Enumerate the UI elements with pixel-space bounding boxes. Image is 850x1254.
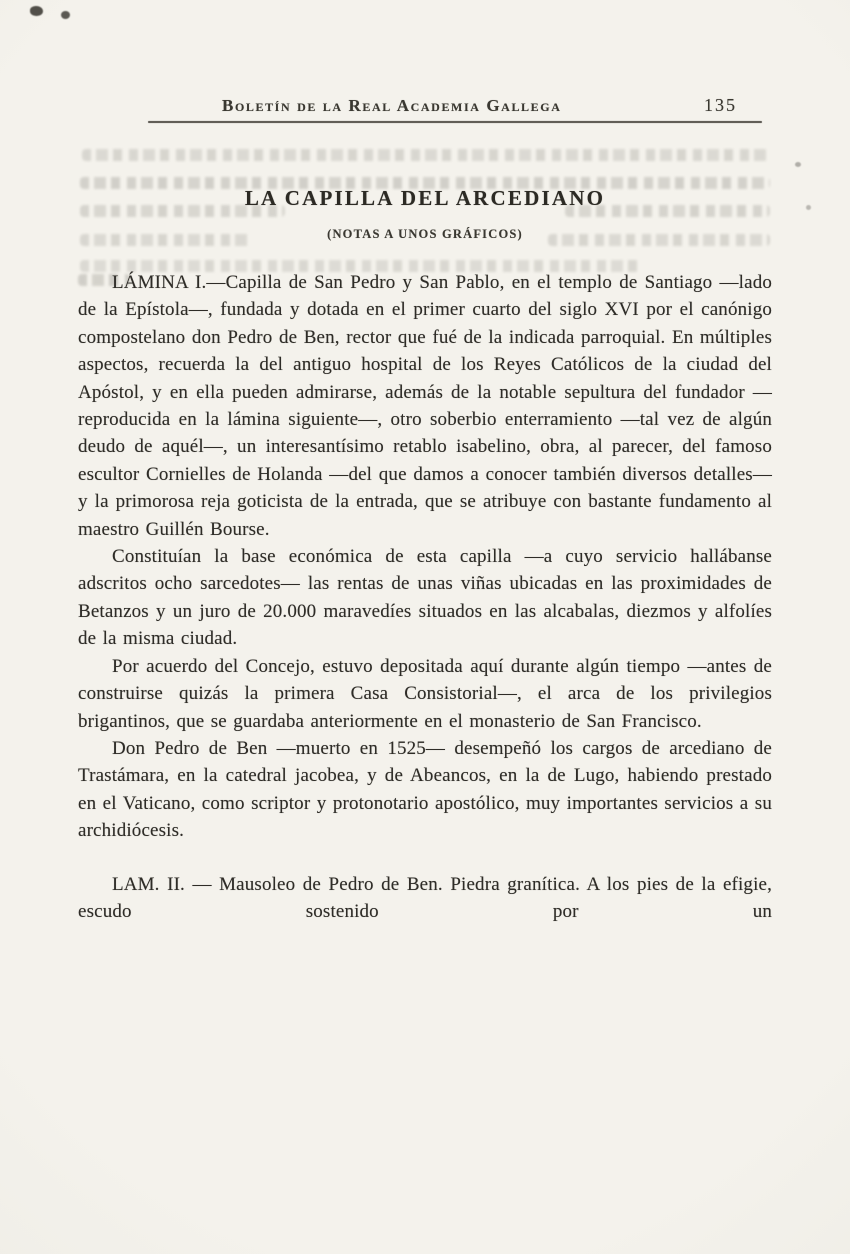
article-title: LA CAPILLA DEL ARCEDIANO <box>244 186 606 210</box>
scan-speck <box>30 6 43 16</box>
bleedthrough-text-artifact <box>82 149 768 161</box>
paragraph-lamina-i: LÁMINA I.—Capilla de San Pedro y San Pablo, en el templo de Santiago —lado de la Epístola—, fundada y dotada en el primer cuarto del siglo XVI por el canónigo compostelano don Pedro de Ben, rector que fué de la indicada parroquial. En múltiples aspectos, recuerda la del antiguo hospital de los Reyes Católicos de la ciudad del Apóstol, y en ella pueden admirarse, además de la notable sepultura del fundador —reproducida en la lámina siguiente—, otro soberbio enterramiento —tal vez de algún deudo de aquél—, un interesantísimo retablo isabelino, obra, al parecer, del famoso escultor Cornielles de Holanda —del que damos a conocer también diversos detalles— y la primorosa reja goticista de la entrada, que se atribuye con bastante fundamento al maestro Guillén Bourse. <box>78 272 772 540</box>
article-subtitle: (NOTAS A UNOS GRÁFICOS) <box>327 227 523 241</box>
scan-speck <box>61 11 70 19</box>
paragraph-lam-ii: LAM. II. — Mausoleo de Pedro de Ben. Piedra granítica. A los pies de la efigie, escudo sostenido por un <box>78 873 772 922</box>
scan-speck <box>795 162 801 167</box>
article-body <box>78 269 772 925</box>
journal-title: Boletín de la Real Academia Gallega <box>222 96 562 115</box>
header-rule <box>148 121 762 123</box>
paragraph-pedro-de-ben: Don Pedro de Ben —muerto en 1525— desempeñó los cargos de arcediano de Trastámara, en la catedral jacobea, y de Abeancos, en la de Lugo, habiendo prestado en el Vaticano, como scriptor y protonotario apostólico, muy importantes servicios a su archidiócesis. <box>78 737 772 842</box>
page-number: 135 <box>704 95 737 115</box>
paragraph-concejo: Por acuerdo del Concejo, estuvo depositada aquí durante algún tiempo —antes de construirse quizás la primera Casa Consistorial—, el arca de los privilegios brigantinos, que se guardaba anteriormente en el monasterio de San Francisco. <box>78 655 772 732</box>
paragraph-base-economica: Constituían la base económica de esta capilla —a cuyo servicio hallábanse adscritos ocho sarcedotes— las rentas de unas viñas ubicadas en las proximidades de Betanzos y un juro de 20.000 maravedíes situados en las alcabalas, diezmos y alfolíes de la misma ciudad. <box>78 546 772 650</box>
